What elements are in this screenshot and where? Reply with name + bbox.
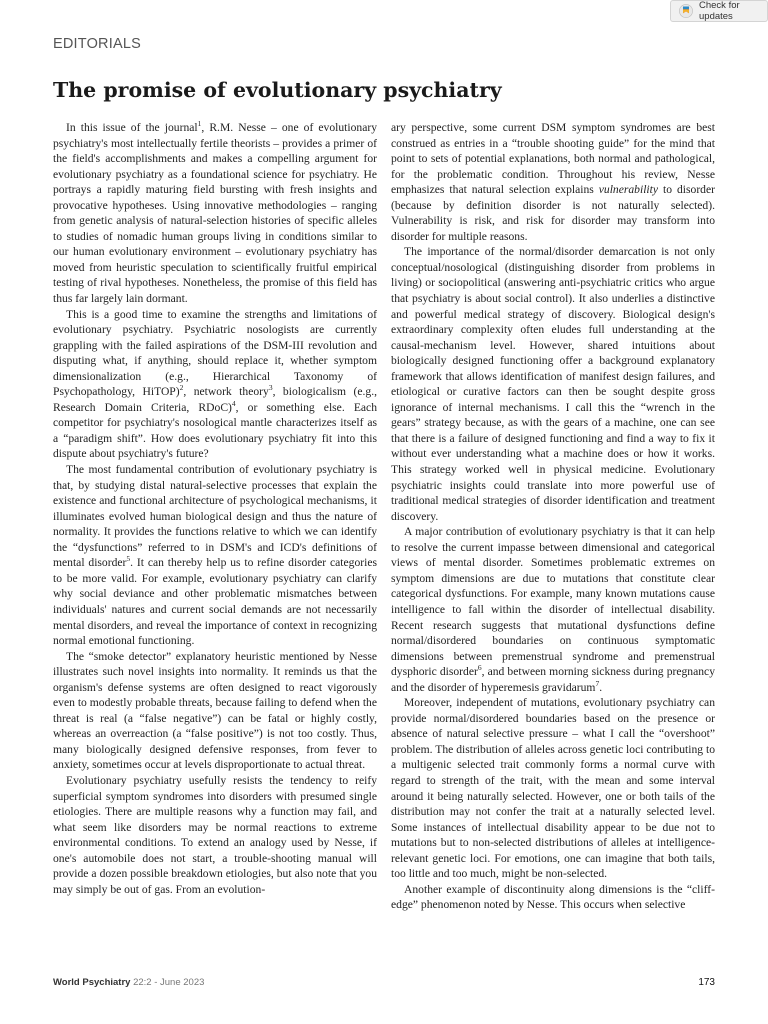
paragraph: [391, 120, 715, 244]
paragraph: [53, 649, 377, 773]
journal-name: World Psychiatry: [53, 977, 131, 988]
paragraph: [53, 462, 377, 649]
page-number: 173: [698, 977, 715, 988]
paragraph: [391, 695, 715, 882]
text-run: ary perspective, some current DSM symptom syndromes are best construed as entries in a “trouble shooting guide” for the mind that point to sets of potential explanations, both normal and pathological, for the problematic condition. Throughout his review, Nesse emphasizes that natural selection explains: [391, 121, 715, 197]
text-run: This is a good time to examine the strengths and limitations of evolutionary psychiatry. Psychiatric nosologists are currently grappling with the failed aspirations of the DSM-III revolution and disputing what, if anything, should replace it, whether symptom dimensionalization (e.g., Hierarchical Taxonomy of Psychopathology, HiTOP): [53, 307, 377, 399]
text-run: , or something else. Each competitor for psychiatry's nosological mantle characterizes itself as a “paradigm shift”. How does evolutionary psychiatry fit into this dispute about psychiatry's future?: [53, 400, 377, 461]
text-run: Moreover, independent of mutations, evolutionary psychiatry can provide normal/disordered boundaries based on the presence or absence of natural selective pressure – what I call the “overshoot” problem. The distribution of alleles across genetic loci contributing to a multigenic selected trait commonly forms a normal curve with regard to strength of the trait, with the mean and some interval around it being naturally selected. However, one or both tails of the distribution may not confer the trait at a naturally selected level. Some instances of intellectual disability appear to be due not to mutations but to non-selected distributions of alleles at intelligence-relevant genetic loci. For emotions, one can imagine that both tails, too little and too much, might be non-selected.: [391, 696, 715, 881]
paragraph: [53, 307, 377, 462]
text-run: to disorder (because by definition disorder is not naturally selected). Vulnerability is risk, and risk for disorder may transform into disorder for multiple reasons.: [391, 183, 715, 243]
check-for-updates-button[interactable]: [670, 0, 768, 22]
text-run: , biologicalism (e.g., Research Domain Criteria, RDoC): [53, 385, 377, 414]
citation-ref: 1: [197, 119, 202, 129]
text-run: In this issue of the journal: [66, 121, 198, 134]
text-run: The importance of the normal/disorder demarcation is not only conceptual/nosological (distinguishing disorder from problems in living) or sociopolitical (answering anti-psychiatric critics who argue that psychiatry is about social control). It also underlies a distinctive and powerful medical strategy of discovery. Biological design's extraordinary complexity often eludes full understanding at the causal-mechanism level. However, shared intuitions about biologically designed functioning offer a background explanatory framework that allows identification of manifest design failures, and etiological or curative factors can then be sought despite gross ignorance of internal mechanisms. I call this the “wrench in the gears” strategy because, as with the gears of a machine, one can see that there is a failure of designed functioning and find a way to fix it without ever understanding what a machine does or how it works. This strategy worked well in physical medicine. Evolutionary psychiatric insights could translate into more powerful use of traditional medical strategies of disorder identification and treatment discovery.: [391, 245, 715, 523]
paragraph: [391, 524, 715, 695]
paragraph: [53, 120, 377, 307]
right-column: [391, 120, 715, 913]
text-run: Another example of discontinuity along dimensions is the “cliff-edge” phenomenon noted by Nesse. This occurs when selective: [391, 882, 715, 912]
text-run: The most fundamental contribution of evolutionary psychiatry is that, by studying distal natural-selective processes that explain the existence and functional architecture of psychological mechanisms, it illuminates evolved human biological design and thus the nature of normality. It provides the functions relative to which we can identify the “dysfunctions” referred to in DSM's and ICD's definitions of mental disorder: [53, 463, 377, 570]
check-for-updates-label: Check for updates: [699, 0, 740, 22]
article-title: The promise of evolutionary psychiatry: [53, 78, 502, 102]
text-run: .: [599, 680, 603, 694]
paragraph: [53, 773, 377, 897]
text-run: A major contribution of evolutionary psychiatry is that it can help to resolve the current impasse between dimensional and categorical views of mental disorder. Sometimes problematic extremes on symptom dimensions are due to mutations that constitute clear categorical dysfunctions. For example, many known mutations cause intelligence to fall within the disorder of intellectual disability. Recent research suggests that mutational dysfunctions define normal/disordered boundaries on continuous symptomatic dimensions between premenstrual syndrome and premenstrual dysphoric disorder: [391, 525, 715, 679]
citation-ref: 6: [477, 663, 482, 673]
crossmark-icon: [679, 4, 693, 18]
citation-ref: 7: [595, 678, 600, 688]
citation-ref: 4: [231, 398, 236, 408]
journal-issue: 22:2 - June 2023: [130, 977, 205, 988]
paragraph: [391, 244, 715, 524]
text-run: , network theory: [183, 385, 269, 399]
text-run: The “smoke detector” explanatory heuristic mentioned by Nesse illustrates such novel insights into normality. It reminds us that the organism's defense systems are often designed to react vigorously even to modestly probable threats, because failing to defend when the threat is real (a “false negative”) can be fatal or highly costly, whereas an overreaction (a “false positive”) is not too costly. Thus, many biologically designed defensive responses, from fever to anxiety, sometimes occur at levels disproportionate to actual threat.: [53, 649, 377, 772]
paragraph: [391, 882, 715, 913]
section-label: EDITORIALS: [53, 36, 141, 52]
text-run: , and between morning sickness during pregnancy and the disorder of hyperemesis gravidarum: [391, 665, 715, 694]
text-run: , R.M. Nesse – one of evolutionary psychiatry's most intellectually fertile theorists – provides a primer of the field's accomplishments and makes a compelling argument for evolutionary psychiatry as a foundational science for psychiatry. He portrays a rapidly maturing field bursting with fresh insights and provocative hypotheses. Using innovative methodologies – ranging from genetic analysis of natural-selection histories of specific alleles to studies of nomadic human groups living in conditions similar to our human evolutionary environment – evolutionary psychiatry has moved from heuristic speculation to scientifically fruitful empirical testing of rival hypotheses. Nonetheless, the promise of this field has thus far largely lain dormant.: [53, 121, 377, 306]
citation-ref: 5: [126, 554, 131, 564]
text-run: . It can thereby help us to refine disorder categories to be more valid. For example, evolutionary psychiatry can clarify why social deviance and other problematic mismatches between individuals' natures and current social demands are not necessarily mental disorders, and reveal the importance of context in recognizing normal emotional functioning.: [53, 556, 377, 648]
citation-ref: 3: [268, 383, 273, 393]
journal-citation: [53, 977, 204, 988]
citation-ref: 2: [179, 383, 184, 393]
text-run: Evolutionary psychiatry usefully resists the tendency to reify superficial symptom syndromes into disorders with presumed single etiologies. There are multiple reasons why a function may fail, and what seem like disorders may be normal reactions to extreme environmental conditions. To extend an analogy used by Nesse, if one's automobile does not start, a trouble-shooting manual will provide a dozen possible breakdown etiologies, but also note that you may simply be out of gas. From an evolution-: [53, 773, 377, 896]
page-footer: [53, 977, 715, 988]
left-column: [53, 120, 377, 897]
emphasis-text: vulnerability: [598, 183, 659, 197]
